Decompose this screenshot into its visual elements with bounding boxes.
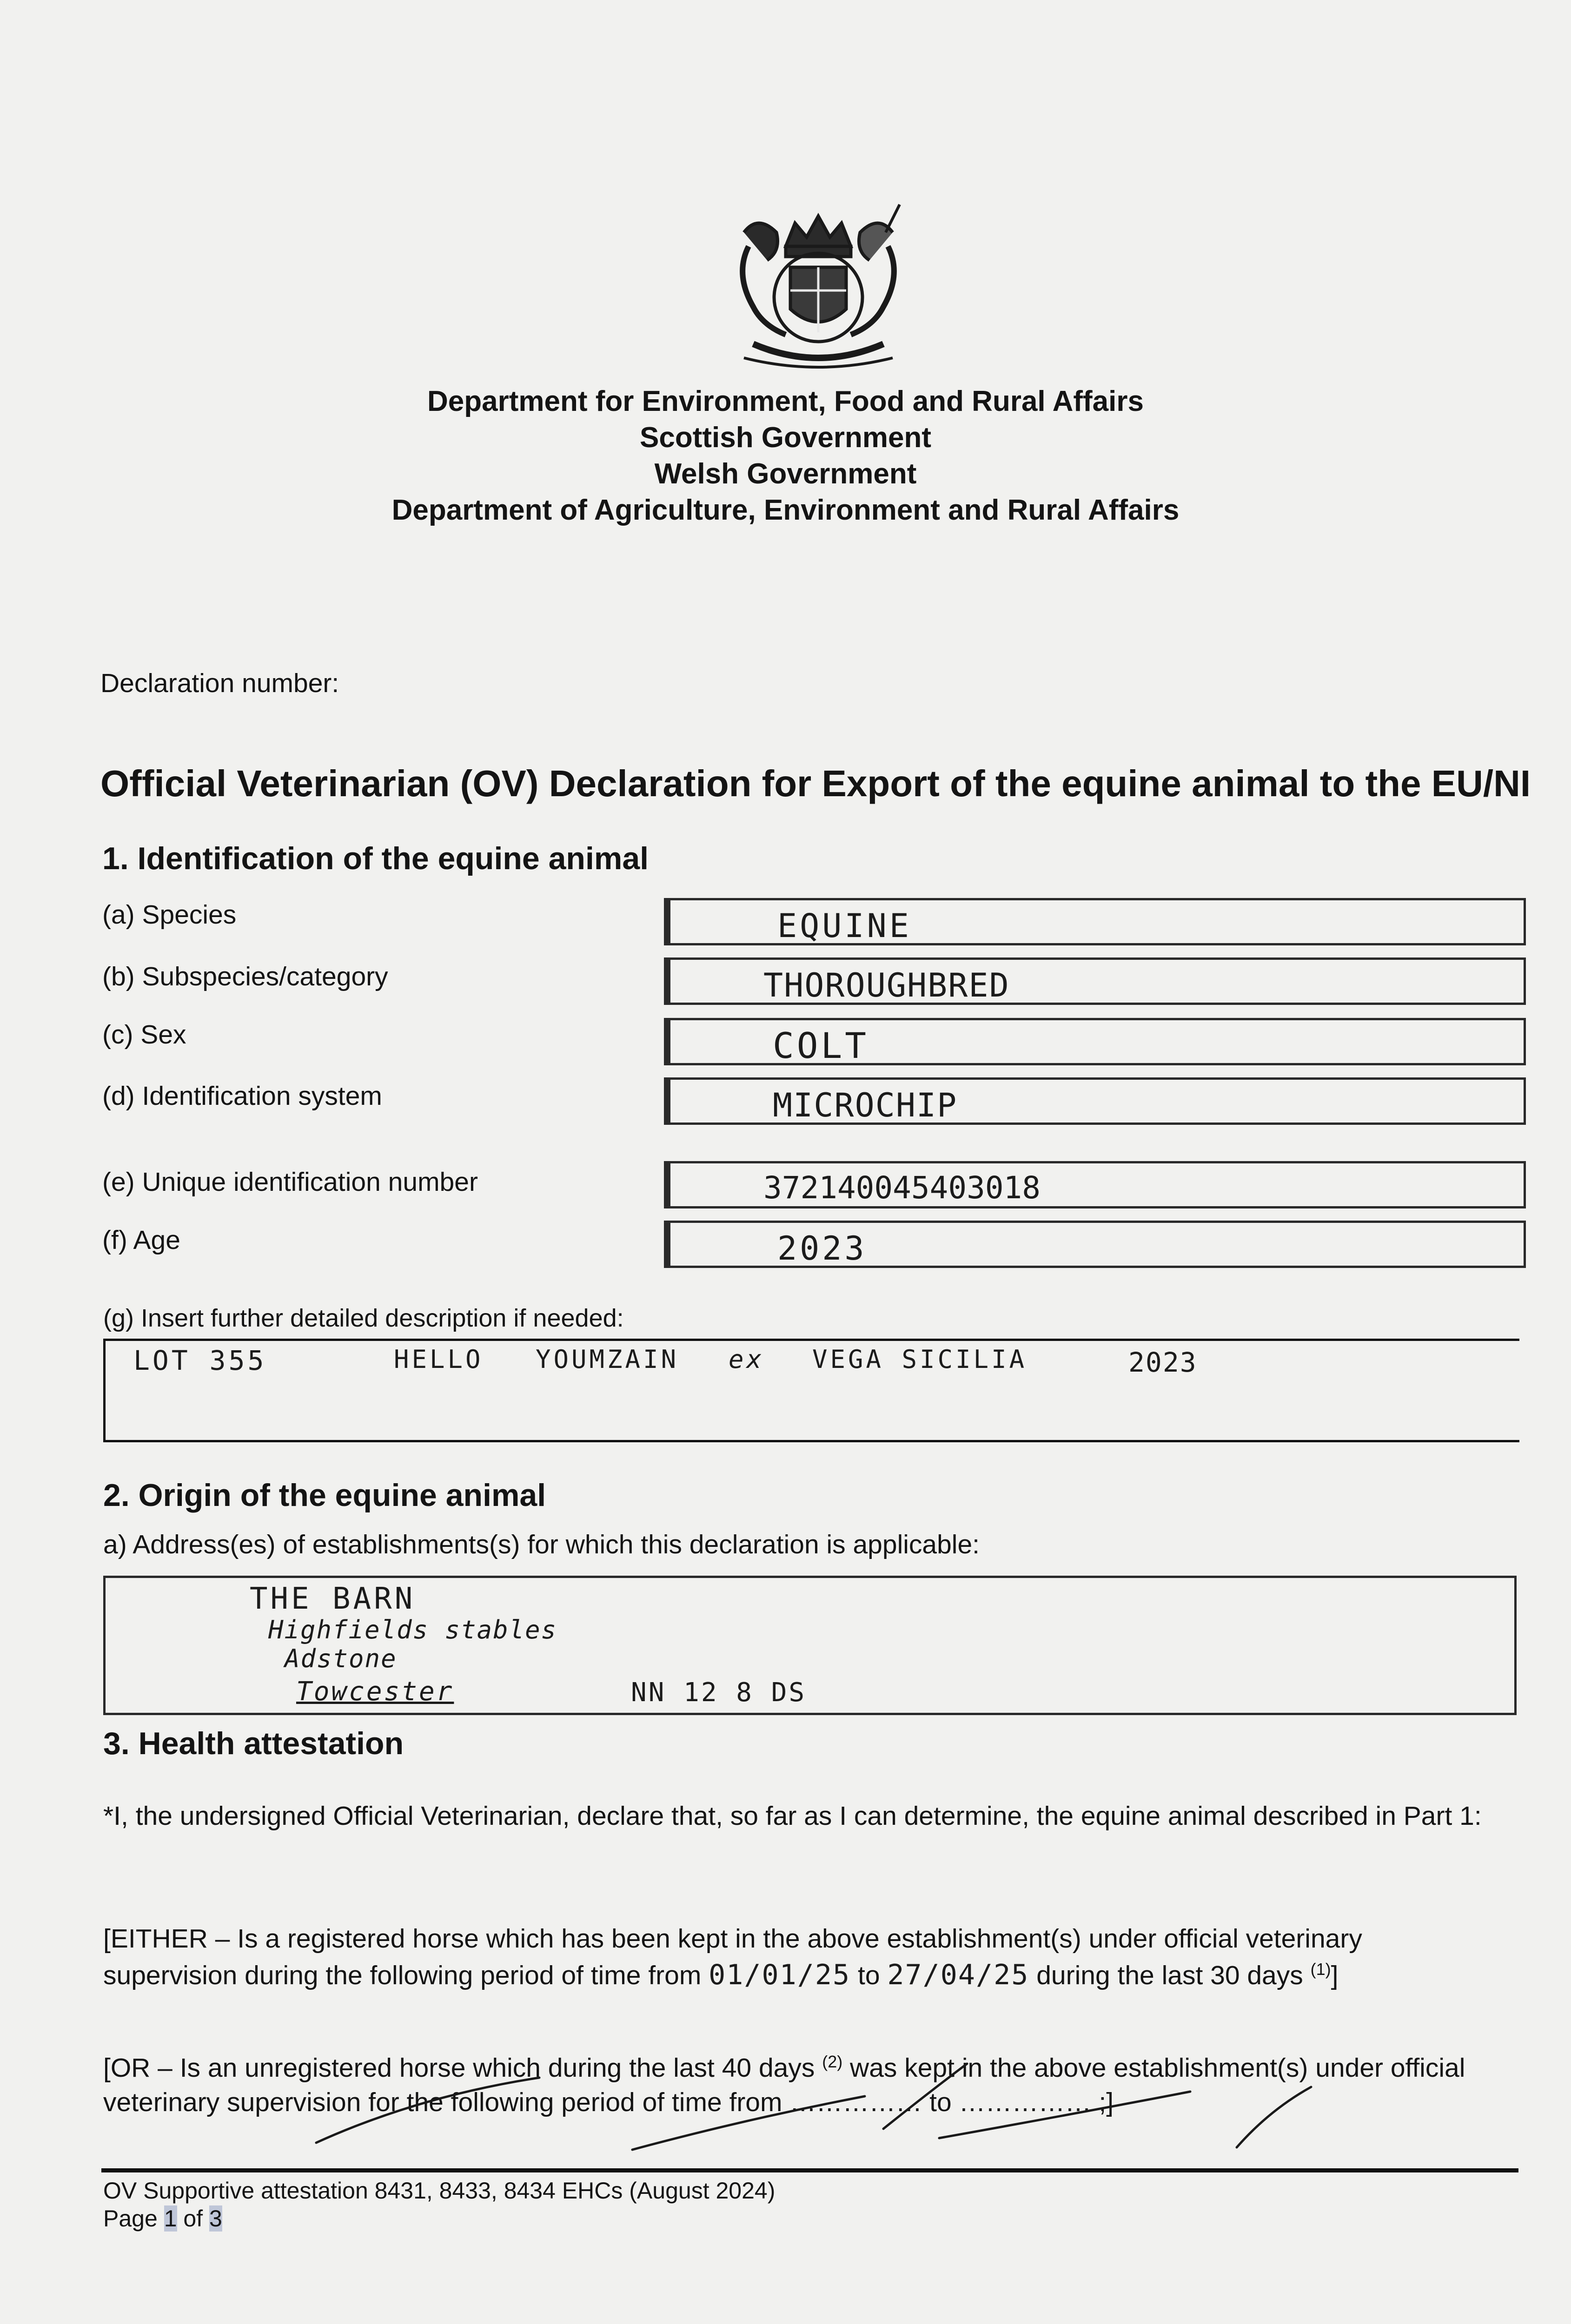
unique-id-field[interactable] [664, 1161, 1526, 1208]
footer-attestation: OV Supportive attestation 8431, 8433, 8434 EHCs (August 2024) [103, 2178, 776, 2204]
address-line-3: Adstone [285, 1644, 397, 1673]
further-dam: VEGA SICILIA [812, 1345, 1027, 1374]
unique-id-label: (e) Unique identification number [102, 1167, 478, 1197]
further-description-label: (g) Insert further detailed description if needed: [103, 1304, 624, 1332]
further-description-field[interactable] [106, 1341, 1519, 1439]
identification-system-label: (d) Identification system [102, 1081, 382, 1111]
or-text-b: was kept in the above establishment(s) under official [850, 2053, 1465, 2083]
department-defra: Department for Environment, Food and Rural Affairs [427, 385, 1144, 417]
sex-field[interactable] [664, 1018, 1526, 1065]
section1-heading: 1. Identification of the equine animal [102, 841, 649, 876]
either-text-b: during the last 30 days [1036, 1961, 1303, 1990]
identification-system-value: MICROCHIP [773, 1086, 958, 1124]
address-label: a) Address(es) of establishments(s) for which this declaration is applicable: [103, 1530, 980, 1559]
subspecies-field[interactable] [664, 957, 1526, 1005]
identification-system-field[interactable] [664, 1077, 1526, 1125]
either-text-a: supervision during the following period of time from [103, 1961, 702, 1990]
address-line-1: THE BARN [250, 1582, 416, 1616]
department-welsh-government: Welsh Government [654, 458, 917, 490]
footer-page-number [103, 2205, 222, 2232]
department-daera: Department of Agriculture, Environment and Rural Affairs [391, 494, 1180, 526]
either-from-date[interactable]: 01/01/25 [709, 1959, 851, 1991]
sex-label: (c) Sex [102, 1020, 186, 1050]
address-line-2: Highfields stables [268, 1615, 557, 1644]
either-to-date[interactable]: 27/04/25 [887, 1959, 1029, 1991]
department-scottish-government: Scottish Government [640, 422, 931, 454]
species-field[interactable] [664, 898, 1526, 945]
address-postcode: NN 12 8 DS [631, 1677, 807, 1708]
page-total: 3 [209, 2205, 222, 2232]
page-word: Page [103, 2205, 158, 2232]
or-text-a: [OR – Is an unregistered horse which during the last 40 days [103, 2053, 815, 2083]
subspecies-value: THOROUGHBRED [763, 966, 1010, 1004]
unique-id-value: 372140045403018 [763, 1170, 1041, 1206]
health-attestation-intro: *I, the undersigned Official Veterinarian, declare that, so far as I can determine, the equine animal described in Part 1: [103, 1801, 1482, 1831]
footer-rule [101, 2168, 1518, 2172]
either-line-1: [EITHER – Is a registered horse which has been kept in the above establishment(s) under official veterinary [103, 1924, 1362, 1954]
or-line-2: veterinary supervision for the following period of time from …………… to …………… ;] [103, 2087, 1114, 2117]
section2-heading: 2. Origin of the equine animal [103, 1478, 546, 1513]
further-name: HELLO [394, 1345, 484, 1374]
further-lot: LOT 355 [133, 1345, 267, 1376]
royal-coat-of-arms-logo [716, 186, 921, 372]
age-value: 2023 [777, 1229, 867, 1268]
further-description-bottom-rule [103, 1440, 1519, 1442]
declaration-number-label: Declaration number: [100, 668, 339, 698]
subspecies-label: (b) Subspecies/category [102, 962, 388, 991]
either-line-2 [103, 1959, 1338, 1991]
or-clause-strike-marks [279, 2036, 1348, 2157]
page-current: 1 [164, 2205, 177, 2232]
section3-heading: 3. Health attestation [103, 1726, 404, 1761]
address-line-4: Towcester [296, 1677, 454, 1707]
or-footnote: (2) [822, 2052, 843, 2071]
address-field[interactable] [103, 1576, 1517, 1715]
page-of: of [183, 2205, 203, 2232]
either-footnote: (1) [1310, 1960, 1331, 1979]
age-field[interactable] [664, 1221, 1526, 1268]
either-to-word: to [858, 1961, 880, 1990]
sex-value: COLT [773, 1025, 869, 1066]
either-close: ] [1331, 1961, 1339, 1990]
further-sire: YOUMZAIN [536, 1345, 679, 1374]
further-year: 2023 [1128, 1347, 1197, 1378]
document-title: Official Veterinarian (OV) Declaration for Export of the equine animal to the EU/NI [100, 763, 1531, 804]
age-label: (f) Age [102, 1225, 180, 1255]
species-label: (a) Species [102, 900, 237, 930]
further-ex: ex [729, 1345, 765, 1374]
species-value: EQUINE [777, 907, 912, 945]
